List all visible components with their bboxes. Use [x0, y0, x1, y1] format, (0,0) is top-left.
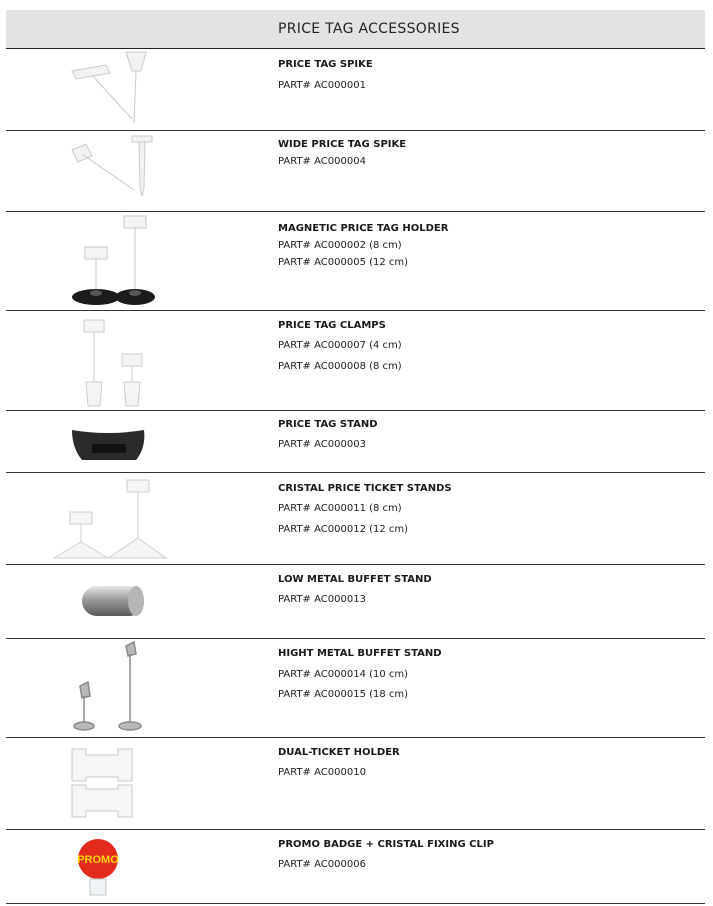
part-number: PART# AC000011 (8 cm) [278, 503, 402, 514]
hight-metal-buffet-stand-image [6, 638, 206, 737]
part-number: PART# AC000004 [278, 156, 366, 167]
part-number: PART# AC000013 [278, 594, 366, 605]
promo-badge-image [6, 829, 206, 903]
section-title: PRICE TAG ACCESSORIES [278, 21, 460, 37]
part-number: PART# AC000006 [278, 859, 366, 870]
part-number: PART# AC000002 (8 cm) [278, 240, 402, 251]
price-tag-spike-image [6, 49, 206, 130]
part-number: PART# AC000010 [278, 767, 366, 778]
part-number: PART# AC000007 (4 cm) [278, 340, 402, 351]
section-header [6, 10, 705, 49]
product-row-magnetic-price-tag-holder [6, 211, 705, 311]
product-name: MAGNETIC PRICE TAG HOLDER [278, 223, 449, 234]
product-name: PRICE TAG STAND [278, 419, 378, 430]
product-name: PROMO BADGE + CRISTAL FIXING CLIP [278, 839, 494, 850]
product-name: CRISTAL PRICE TICKET STANDS [278, 483, 452, 494]
product-name: LOW METAL BUFFET STAND [278, 574, 432, 585]
product-row-price-tag-clamps [6, 310, 705, 411]
product-row-price-tag-spike [6, 49, 705, 131]
part-number: PART# AC000003 [278, 439, 366, 450]
product-row-hight-metal-buffet-stand [6, 638, 705, 738]
product-name: PRICE TAG SPIKE [278, 59, 373, 70]
part-number: PART# AC000015 (18 cm) [278, 689, 409, 700]
cristal-price-ticket-stands-image [6, 472, 206, 564]
product-row-low-metal-buffet-stand [6, 564, 705, 639]
wide-price-tag-spike-image [6, 130, 206, 211]
product-row-dual-ticket-holder [6, 737, 705, 830]
price-tag-stand-image [6, 410, 206, 472]
product-name: PRICE TAG CLAMPS [278, 320, 386, 331]
price-tag-clamps-image [6, 310, 206, 410]
product-row-promo-badge [6, 829, 705, 904]
product-name: HIGHT METAL BUFFET STAND [278, 648, 442, 659]
dual-ticket-holder-image [6, 737, 206, 829]
part-number: PART# AC000014 (10 cm) [278, 669, 409, 680]
low-metal-buffet-stand-image [6, 564, 206, 638]
part-number: PART# AC000005 (12 cm) [278, 257, 409, 268]
product-row-wide-price-tag-spike [6, 130, 705, 212]
part-number: PART# AC000012 (12 cm) [278, 524, 409, 535]
magnetic-price-tag-holder-image [6, 211, 206, 310]
product-row-price-tag-stand [6, 410, 705, 473]
part-number: PART# AC000001 [278, 80, 366, 91]
promo-badge-text: PROMO [77, 854, 119, 866]
product-name: DUAL-TICKET HOLDER [278, 747, 400, 758]
product-row-cristal-price-ticket-stands [6, 472, 705, 565]
part-number: PART# AC000008 (8 cm) [278, 361, 402, 372]
product-name: WIDE PRICE TAG SPIKE [278, 139, 407, 150]
